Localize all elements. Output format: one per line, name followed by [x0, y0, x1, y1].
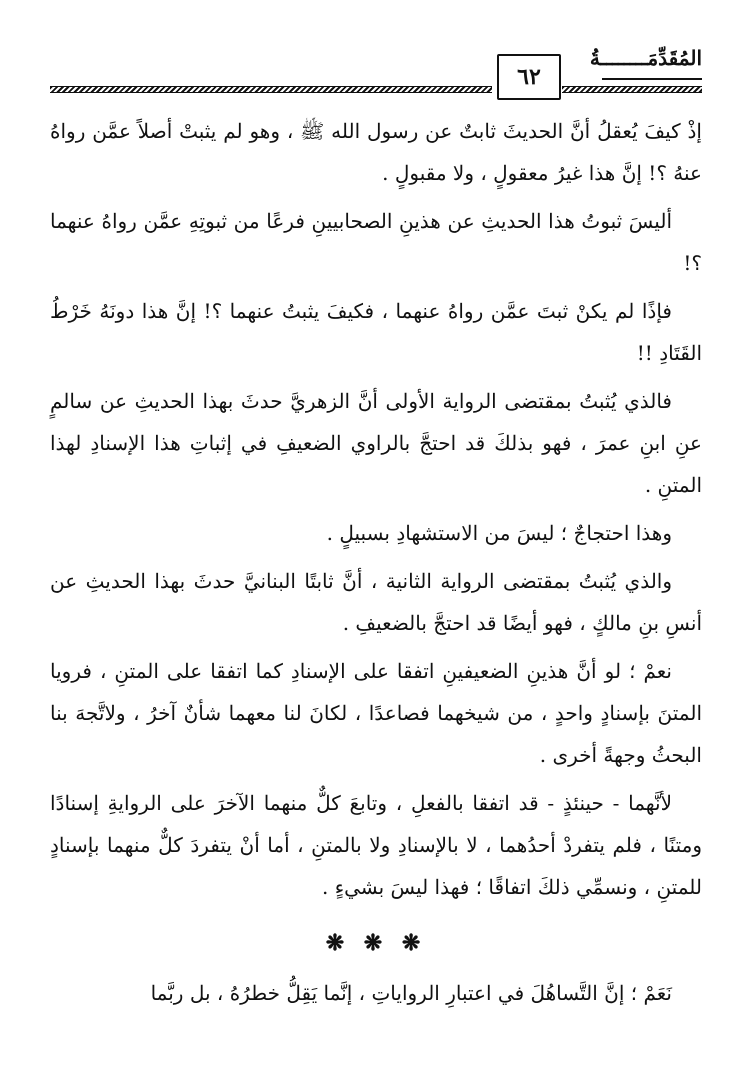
paragraph-6: والذي يُثبتُ بمقتضى الرواية الثانية ، أنَّ ثابتًا البنانيَّ حدثَ بهذا الحديثِ عن أنسِ بنِ مالكٍ ، فهو أيضًا قد احتجَّ بالضعيفِ . — [50, 569, 702, 635]
closing-paragraph: نَعَمْ ؛ إنَّ التَّساهُلَ في اعتبارِ الرواياتِ ، إنَّما يَقِلُّ خطرُهُ ، بل ربَّما — [150, 981, 672, 1005]
paragraph-1: إذْ كيفَ يُعقلُ أنَّ الحديثَ ثابتٌ عن رسول الله ﷺ ، وهو لم يثبتْ أصلاً عمَّن رواهُ عنهُ ؟! إنَّ هذا غيرُ معقولٍ ، ولا مقبولٍ . — [50, 119, 702, 185]
header-rule-left — [50, 86, 492, 93]
page-number: ٦٢ — [497, 54, 561, 100]
paragraph-3: فإذًا لم يكنْ ثبتَ عمَّن رواهُ عنهما ، فكيفَ يثبتُ عنهما ؟! إنَّ هذا دونَهُ خَرْطُ القَتَادِ !! — [50, 299, 702, 365]
page-header — [50, 40, 702, 100]
paragraph-5: وهذا احتجاجٌ ؛ ليسَ من الاستشهادِ بسبيلٍ . — [326, 521, 672, 545]
page-body — [50, 110, 702, 1020]
paragraph-4: فالذي يُثبتُ بمقتضى الرواية الأولى أنَّ الزهريَّ حدثَ بهذا الحديثِ عن سالمٍ عنِ ابنِ عمرَ ، فهو بذلكَ قد احتجَّ بالراوي الضعيفِ في إثباتِ هذا الإسنادِ لهذا المتنِ . — [50, 389, 702, 497]
section-title: المُقَدِّمَــــــــةُ — [589, 46, 702, 70]
header-rule-right — [562, 86, 702, 93]
paragraph-2: أليسَ ثبوتُ هذا الحديثِ عن هذينِ الصحابيينِ فرعًا من ثبوتِهِ عمَّن رواهُ عنهما ؟! — [50, 209, 702, 275]
section-separator: ❋ ❋ ❋ — [325, 930, 427, 956]
paragraph-8: لأنَّهما - حينئذٍ - قد اتفقا بالفعلِ ، وتابعَ كلٌّ منهما الآخرَ على الروايةِ إسنادًا ومتنًا ، فلم يتفردْ أحدُهما ، لا بالإسنادِ ولا بالمتنِ ، أما أنْ يتفردَ كلٌّ منهما بإسنادٍ للمتنِ ، ونسمِّي ذلكَ اتفاقًا ؛ فهذا ليسَ بشيءٍ . — [50, 791, 702, 899]
title-underline — [602, 78, 702, 80]
paragraph-7: نعمْ ؛ لو أنَّ هذينِ الضعيفينِ اتفقا على الإسنادِ كما اتفقا على المتنِ ، فرويا المتنَ بإسنادٍ واحدٍ ، من شيخهما فصاعدًا ، لكانَ لنا معهما شأنٌ آخرُ ، ولاتَّجهَ بنا البحثُ وجهةً أخرى . — [50, 659, 702, 767]
